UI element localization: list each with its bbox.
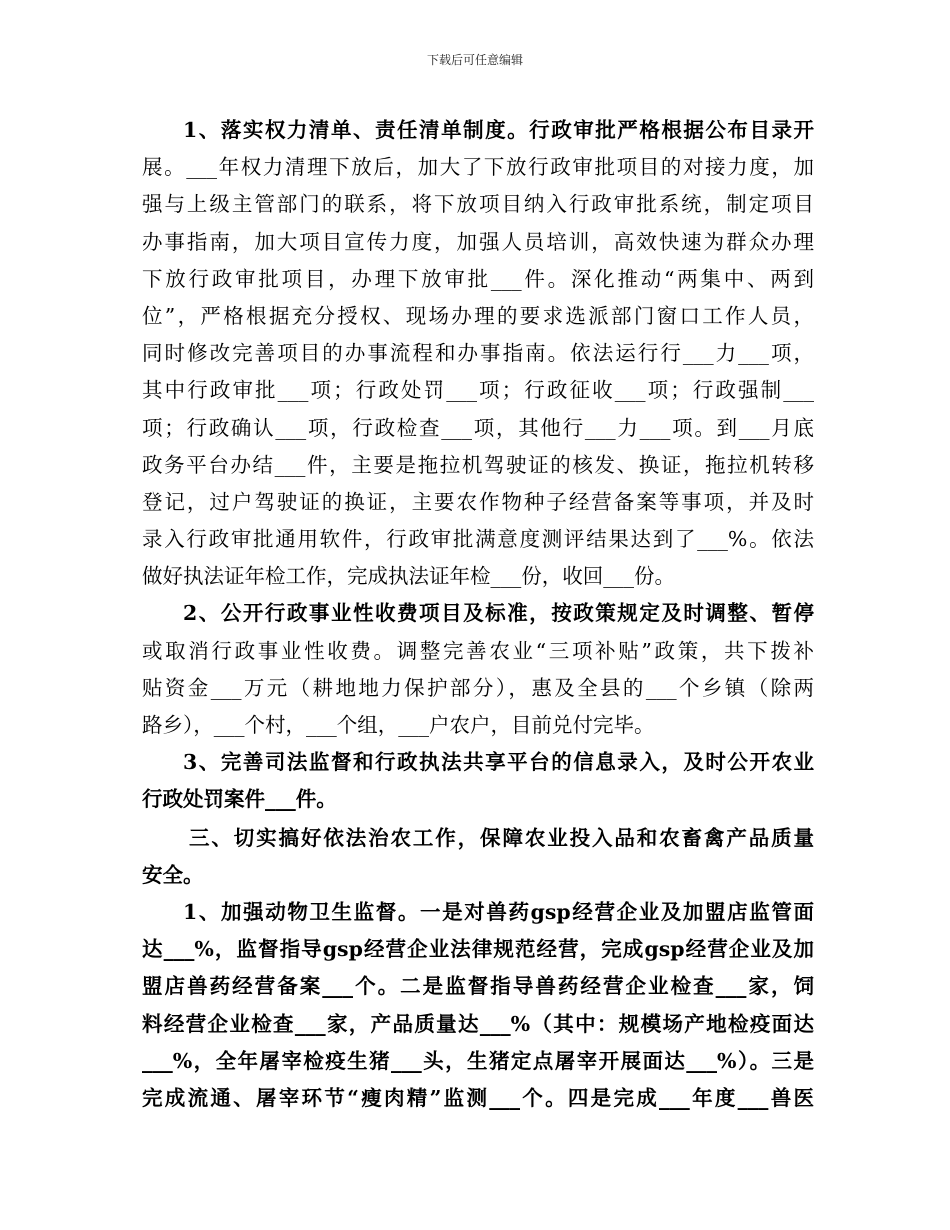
- text-line: 完成流通、屠宰环节“瘦肉精”监测___个。四是完成___年度___兽医: [142, 1085, 814, 1110]
- text-line: 展。___年权力清理下放后，加大了下放行政审批项目的对接力度，加: [142, 155, 814, 180]
- text-line: 项；行政确认___项，行政检查___项，其他行___力___项。到___月底: [142, 415, 814, 440]
- text-line: 路乡），___个村，___个组，___户农户，目前兑付完毕。: [142, 713, 655, 737]
- text-line: 贴资金___万元（耕地地力保护部分），惠及全县的___个乡镇（除两: [142, 675, 814, 700]
- section-2-heading: 2、公开行政事业性收费项目及标准，按政策规定及时调整、暂停: [183, 601, 814, 626]
- text-line: 盟店兽药经营备案___个。二是监督指导兽药经营企业检查___家，饲: [142, 974, 814, 999]
- text-line: 同时修改完善项目的办事流程和办事指南。依法运行行___力___项，: [142, 341, 814, 366]
- subsection-1-heading: 1、加强动物卫生监督。一是对兽药gsp经营企业及加盟店监管面: [183, 899, 814, 924]
- text-line: 办事指南，加大项目宣传力度，加强人员培训，高效快速为群众办理: [142, 229, 814, 254]
- text-line: 录入行政审批通用软件，行政审批满意度测评结果达到了___%。依法: [142, 527, 814, 552]
- text-line: 强与上级主管部门的联系，将下放项目纳入行政审批系统，制定项目: [142, 192, 814, 217]
- text-line: ___%，全年屠宰检疫生猪___头，生猪定点屠宰开展面达___%）。三是: [142, 1048, 814, 1073]
- text-line: 安全。: [142, 862, 204, 887]
- text-line: [142, 112, 814, 149]
- text-line: 或取消行政事业性收费。调整完善农业“三项补贴”政策，共下拨补: [142, 638, 814, 663]
- chapter-3-heading: 三、切实搞好依法治农工作，保障农业投入品和农畜禽产品质量: [189, 825, 814, 850]
- text-line: 料经营企业检查___家，产品质量达___%（其中：规模场产地检疫面达: [142, 1011, 814, 1036]
- section-1-heading: 1、落实权力清单、责任清单制度。行政审批严格根据公布目录开: [183, 118, 814, 142]
- document-body: [142, 112, 814, 1117]
- text-line: 下放行政审批项目，办理下放审批___件。深化推动“两集中、两到: [142, 266, 814, 291]
- page-header: 下载后可任意编辑: [426, 53, 523, 67]
- text-line: 政务平台办结___件，主要是拖拉机驾驶证的核发、换证，拖拉机转移: [142, 452, 814, 477]
- text-line: 位”，严格根据充分授权、现场办理的要求选派部门窗口工作人员，: [142, 303, 814, 328]
- text-line: 做好执法证年检工作，完成执法证年检___份，收回___份。: [142, 564, 675, 589]
- text-line: 达___%，监督指导gsp经营企业法律规范经营，完成gsp经营企业及加: [142, 937, 814, 962]
- text-line: 行政处罚案件___件。: [142, 787, 337, 812]
- section-3-heading: 3、完善司法监督和行政执法共享平台的信息录入，及时公开农业: [183, 750, 814, 775]
- text-line: 登记，过户驾驶证的换证，主要农作物种子经营备案等事项，并及时: [142, 489, 814, 514]
- text-line: 其中行政审批___项；行政处罚___项；行政征收___项；行政强制___: [142, 378, 814, 403]
